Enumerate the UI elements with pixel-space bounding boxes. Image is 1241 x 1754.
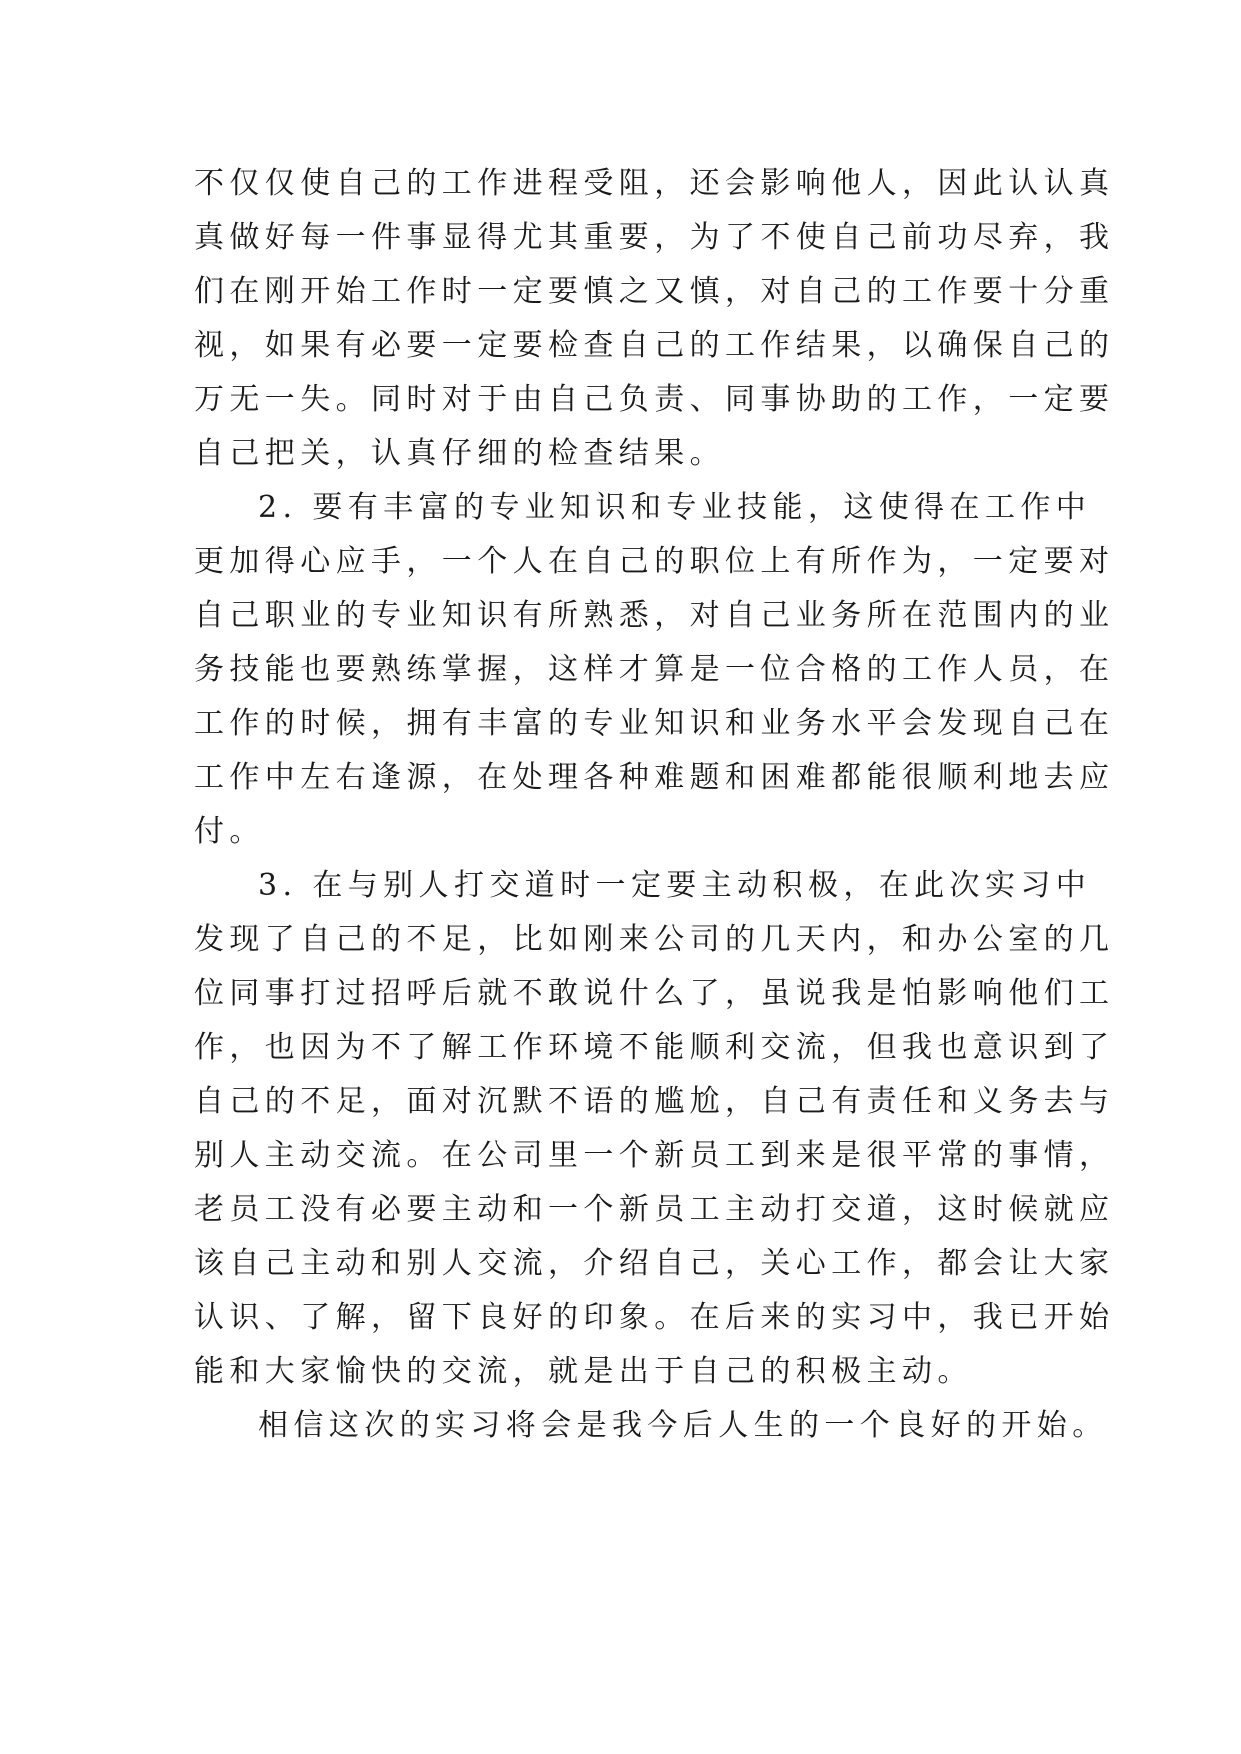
text-line: 不仅仅使自己的工作进程受阻，还会影响他人，因此认认真 xyxy=(194,166,1115,201)
text-line: 自己的不足，面对沉默不语的尴尬，自己有责任和义务去与 xyxy=(194,1084,1115,1119)
text-line: 老员工没有必要主动和一个新员工主动打交道，这时候就应 xyxy=(194,1192,1115,1227)
text-line: 认识、了解，留下良好的印象。在后来的实习中，我已开始 xyxy=(194,1300,1115,1335)
numbered-item-3: 3. 在与别人打交道时一定要主动积极，在此次实习中 xyxy=(258,868,1092,903)
text-line: 发现了自己的不足，比如刚来公司的几天内，和办公室的几 xyxy=(194,922,1115,957)
closing-paragraph: 相信这次的实习将会是我今后人生的一个良好的开始。 xyxy=(258,1408,1108,1443)
text-line: 能和大家愉快的交流，就是出于自己的积极主动。 xyxy=(194,1354,973,1389)
text-line: 万无一失。同时对于由自己负责、同事协助的工作，一定要 xyxy=(194,382,1115,417)
text-line: 付。 xyxy=(194,814,265,849)
text-line: 位同事打过招呼后就不敢说什么了，虽说我是怕影响他们工 xyxy=(194,976,1115,1011)
text-line: 视，如果有必要一定要检查自己的工作结果，以确保自己的 xyxy=(194,328,1115,363)
numbered-item-2: 2. 要有丰富的专业知识和专业技能，这使得在工作中 xyxy=(258,490,1092,525)
text-line: 真做好每一件事显得尤其重要，为了不使自己前功尽弃，我 xyxy=(194,220,1115,255)
text-line: 自己职业的专业知识有所熟悉，对自己业务所在范围内的业 xyxy=(194,598,1115,633)
text-line: 作，也因为不了解工作环境不能顺利交流，但我也意识到了 xyxy=(194,1030,1115,1065)
text-line: 工作的时候，拥有丰富的专业知识和业务水平会发现自己在 xyxy=(194,706,1115,741)
text-line: 该自己主动和别人交流，介绍自己，关心工作，都会让大家 xyxy=(194,1246,1115,1281)
text-line: 们在刚开始工作时一定要慎之又慎，对自己的工作要十分重 xyxy=(194,274,1115,309)
text-line: 务技能也要熟练掌握，这样才算是一位合格的工作人员，在 xyxy=(194,652,1115,687)
text-line: 工作中左右逢源，在处理各种难题和困难都能很顺利地去应 xyxy=(194,760,1115,795)
text-line: 更加得心应手，一个人在自己的职位上有所作为，一定要对 xyxy=(194,544,1115,579)
text-line: 别人主动交流。在公司里一个新员工到来是很平常的事情， xyxy=(194,1138,1115,1173)
text-line: 自己把关，认真仔细的检查结果。 xyxy=(194,436,725,471)
